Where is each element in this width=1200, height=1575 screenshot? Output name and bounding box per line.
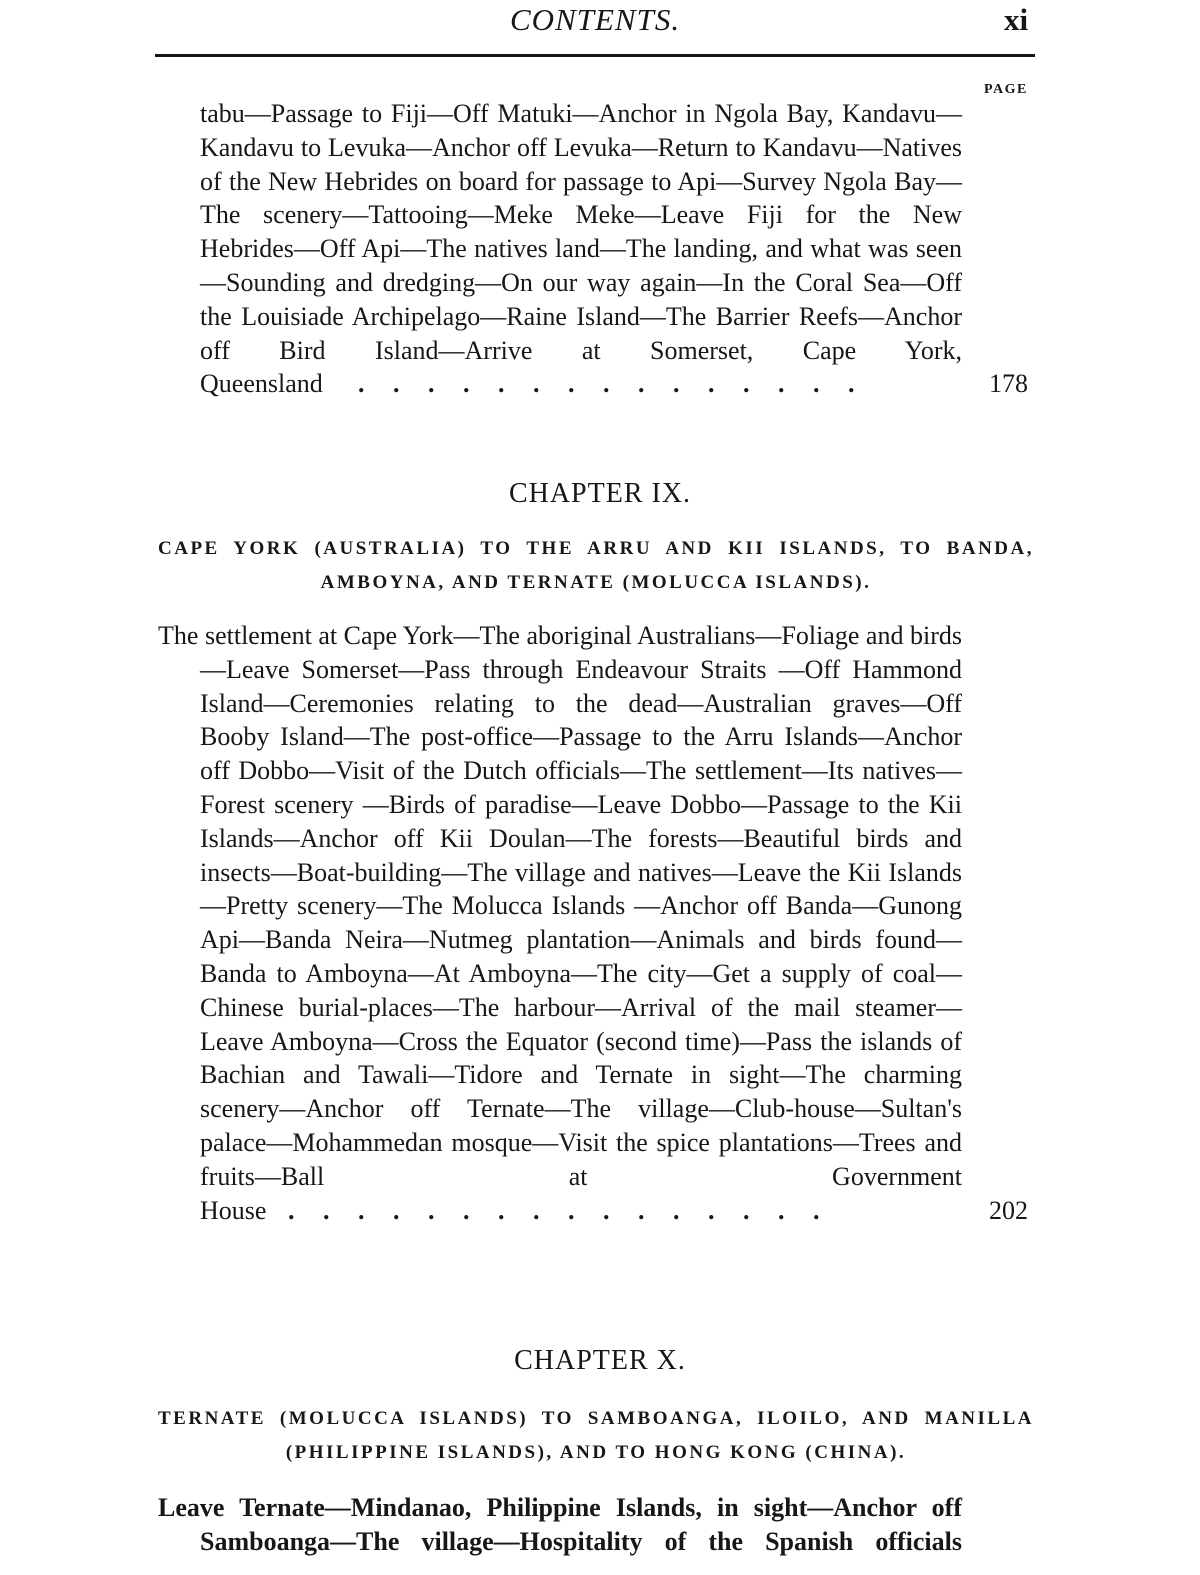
toc-entry-chapter-x xyxy=(158,1491,1028,1559)
chapter-heading: CHAPTER X. xyxy=(514,1345,686,1376)
toc-entry-chapter-ix xyxy=(158,619,1028,1228)
toc-entry-chapter-viii-continued xyxy=(158,97,1028,401)
header-rule xyxy=(155,54,1035,57)
entry-text: The settlement at Cape York—The aboriginal Australians—Foliage and birds—Leave Somerset—Pass through Endeavour Straits —Off Hammond Island—Ceremonies relating to the dead—Australian graves—Off Booby Island—The post-office—Passage to the Arru Islands—Anchor off Dobbo—Visit of the Dutch officials—The settlement—Its natives—Forest scenery —Birds of paradise—Leave Dobbo—Passage to the Kii Islands—Anchor off Kii Doulan—The forests—Beautiful birds and insects—Boat-building—The village and natives—Leave the Kii Islands—Pretty scenery—The Molucca Islands —Anchor off Banda—Gunong Api—Banda Neira—Nutmeg plantation—Animals and birds found—Banda to Amboyna—At Amboyna—The city—Get a supply of coal—Chinese burial-places—The harbour—Arrival of the mail steamer—Leave Amboyna—Cross the Equator (second time)—Pass the islands of Bachian and Tawali—Tidore and Ternate in sight—The charming scenery—Anchor off Ternate—The village—Club-house—Sultan's palace—Mohammedan mosque—Visit the spice plantations—Trees and fruits—Ball at Government xyxy=(158,621,962,1191)
entry-last-word: House xyxy=(200,1194,274,1228)
dot-leaders: . . . . . . . . . . . . . . . . xyxy=(288,1195,831,1225)
page-column-label: PAGE xyxy=(984,82,1028,97)
chapter-subtitle-line: CAPE YORK (AUSTRALIA) TO THE ARRU AND KII ISLANDS, TO BANDA, xyxy=(158,538,1034,559)
chapter-subtitle xyxy=(158,532,1034,600)
chapter-subtitle-line: AMBOYNA, AND TERNATE (MOLUCCA ISLANDS). xyxy=(320,572,872,593)
page-folio: xi xyxy=(1004,2,1029,37)
entry-last-word: Queensland xyxy=(200,367,331,401)
page-number[interactable]: 178 xyxy=(989,369,1028,399)
entry-leader-line xyxy=(158,367,1028,401)
entry-leader-line xyxy=(158,1194,1028,1228)
page-number[interactable]: 202 xyxy=(989,1195,1028,1225)
running-head-title: CONTENTS. xyxy=(510,2,681,37)
chapter-subtitle xyxy=(158,1402,1034,1470)
entry-text: Leave Ternate—Mindanao, Philippine Islands, in sight—Anchor off Samboanga—The village—Hospitality of the Spanish officials xyxy=(158,1493,962,1556)
chapter-subtitle-line: (PHILIPPINE ISLANDS), AND TO HONG KONG (CHINA). xyxy=(285,1442,907,1463)
chapter-subtitle-line: TERNATE (MOLUCCA ISLANDS) TO SAMBOANGA, ILOILO, AND MANILLA xyxy=(158,1408,1034,1429)
chapter-heading: CHAPTER IX. xyxy=(508,478,692,509)
dot-leaders: . . . . . . . . . . . . . . . xyxy=(358,369,866,399)
entry-text: tabu—Passage to Fiji—Off Matuki—Anchor in Ngola Bay, Kandavu—Kandavu to Levuka—Anchor off Levuka—Return to Kandavu—Natives of the New Hebrides on board for passage to Api—Survey Ngola Bay—The scenery—Tattooing—Meke Meke—Leave Fiji for the New Hebrides—Off Api—The natives land—The landing, and what was seen—Sounding and dredging—On our way again—In the Coral Sea—Off the Louisiade Archipelago—Raine Island—The Barrier Reefs—Anchor off Bird Island—Arrive at Somerset, Cape York, xyxy=(200,99,962,365)
running-head xyxy=(0,2,1200,46)
